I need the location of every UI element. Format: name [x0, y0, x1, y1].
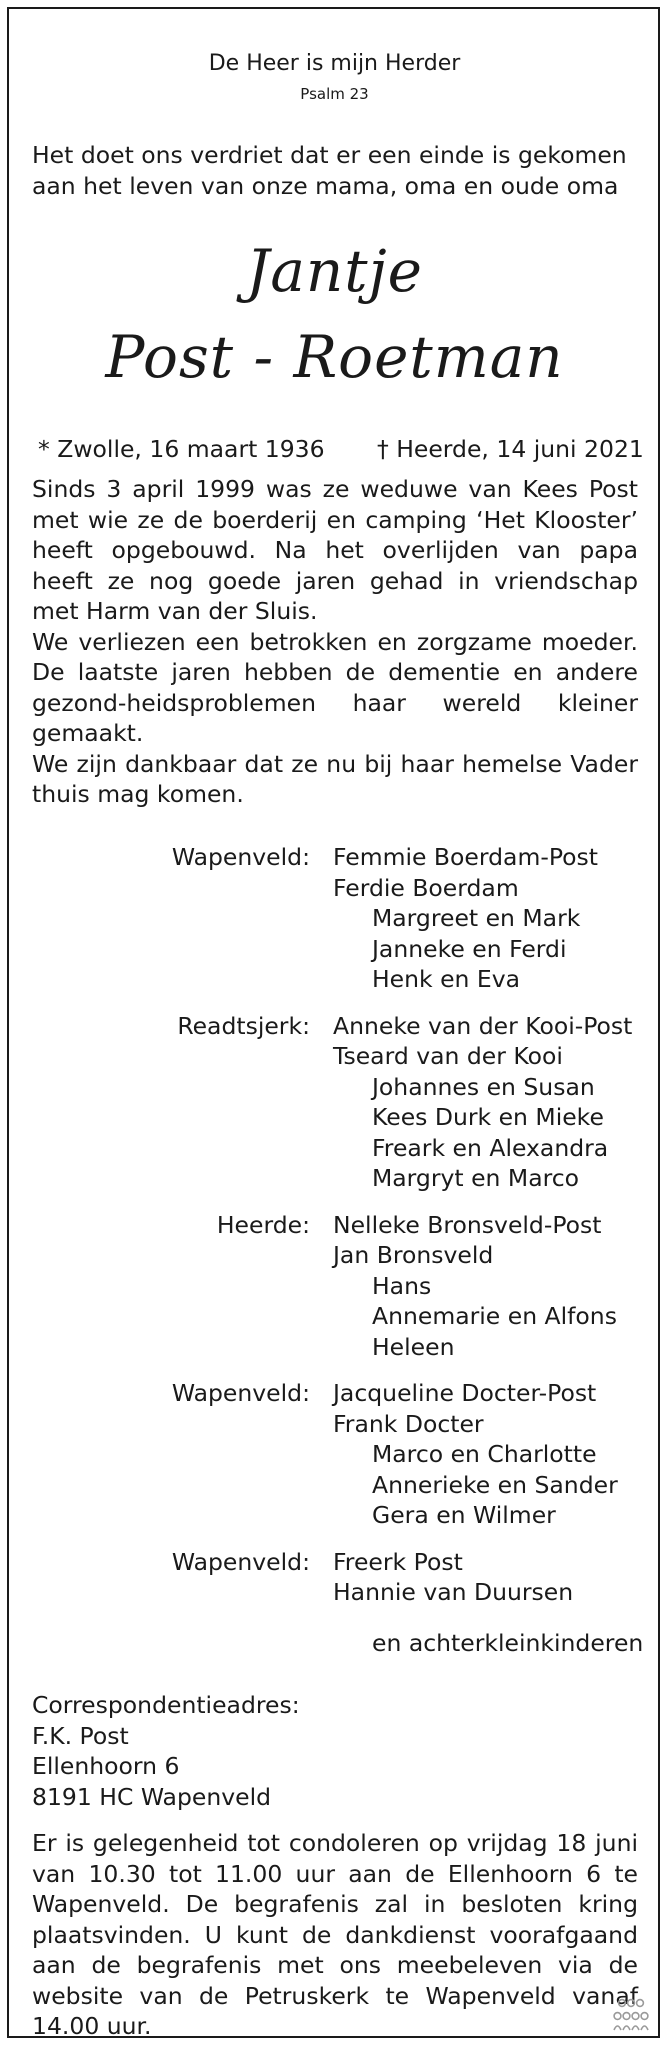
family-parent: Freerk Post	[333, 1547, 463, 1576]
psalm-reference: Psalm 23	[300, 85, 369, 103]
family-grandchild: Annemarie en Alfons	[372, 1302, 617, 1330]
family-parent: Hannie van Duursen	[333, 1578, 574, 1606]
great-grandchildren: en achterkleinkinderen	[372, 1629, 644, 1657]
deceased-surname: Post - Roetman	[105, 323, 564, 391]
life-story	[32, 474, 638, 810]
family-grandchild: Marco en Charlotte	[372, 1440, 597, 1468]
family-place: Heerde:	[216, 1210, 310, 1239]
correspondence-street: Ellenhoorn 6	[32, 1752, 180, 1780]
family-group	[0, 1210, 669, 1363]
family-parent: Frank Docter	[333, 1409, 484, 1438]
family-parent: Ferdie Boerdam	[333, 873, 519, 902]
family-place: Wapenveld:	[171, 1547, 310, 1576]
intro-text: Het doet ons verdriet dat er een einde is gekomen aan het leven van onze mama, oma en oude oma	[32, 141, 627, 200]
closing-text: Er is gelegenheid tot condoleren op vrijdag 18 juni van 10.30 tot 11.00 uur aan de Ellenhoorn 6 te Wapenveld. De begrafenis zal in besloten kring plaatsvinden. U kunt de dankdienst voorafgaand aan de begrafenis met ons meebeleven via de website van de Petruskerk te Wapenveld vanaf 14.00 uur.	[32, 1829, 638, 2040]
family-grandchild: Gera en Wilmer	[372, 1501, 556, 1529]
family-grandchild: Hans	[372, 1271, 432, 1300]
family-place: Readtsjerk:	[177, 1011, 310, 1040]
deceased-first-name: Jantje	[246, 237, 423, 305]
family-grandchild: Kees Durk en Mieke	[372, 1103, 604, 1131]
family-grandchild: Margryt en Marco	[372, 1164, 580, 1192]
family-grandchild: Margreet en Mark	[372, 904, 581, 932]
family-group	[0, 1547, 669, 1608]
family-grandchild: Heleen	[372, 1332, 455, 1361]
family-grandchild: Henk en Eva	[372, 965, 521, 993]
family-place: Wapenveld:	[171, 843, 310, 871]
family-grandchild: Annerieke en Sander	[372, 1470, 618, 1499]
birth-date: * Zwolle, 16 maart 1936	[38, 435, 325, 463]
story-paragraph: We verliezen een betrokken en zorgzame moeder. De laatste jaren hebben de dementie en andere gezond-heidsproblemen haar wereld kleiner gemaakt.	[32, 627, 638, 747]
family-grandchild: Freark en Alexandra	[372, 1133, 609, 1162]
correspondence-label: Correspondentieadres:	[32, 1691, 300, 1719]
family-parent: Tseard van der Kooi	[333, 1042, 563, 1070]
people-group-icon	[613, 1997, 649, 2037]
motto: De Heer is mijn Herder	[208, 51, 461, 76]
family-parent: Anneke van der Kooi-Post	[333, 1011, 633, 1040]
family-group	[0, 842, 669, 995]
death-date: † Heerde, 14 juni 2021	[377, 435, 644, 463]
family-parent: Nelleke Bronsveld-Post	[333, 1210, 602, 1239]
correspondence-city: 8191 HC Wapenveld	[32, 1782, 272, 1811]
family-place: Wapenveld:	[171, 1379, 310, 1407]
family-grandchild: Janneke en Ferdi	[372, 934, 567, 963]
correspondence-address	[32, 1690, 300, 1812]
correspondence-name: F.K. Post	[32, 1721, 129, 1750]
family-group	[0, 1011, 669, 1194]
family-parent: Jan Bronsveld	[333, 1241, 494, 1269]
family-group	[0, 1378, 669, 1531]
family-list	[0, 842, 669, 1624]
family-grandchild: Johannes en Susan	[372, 1072, 595, 1101]
family-parent: Jacqueline Docter-Post	[333, 1379, 597, 1407]
story-paragraph: We zijn dankbaar dat ze nu bij haar hemelse Vader thuis mag komen.	[32, 749, 638, 808]
story-paragraph: Sinds 3 april 1999 was ze weduwe van Kees Post met wie ze de boerderij en camping ‘Het Klooster’ heeft opgebouwd. Na het overlijden van papa heeft ze nog goede jaren gehad in vriendschap met Harm van der Sluis.	[32, 475, 638, 625]
family-parent: Femmie Boerdam-Post	[333, 843, 598, 871]
